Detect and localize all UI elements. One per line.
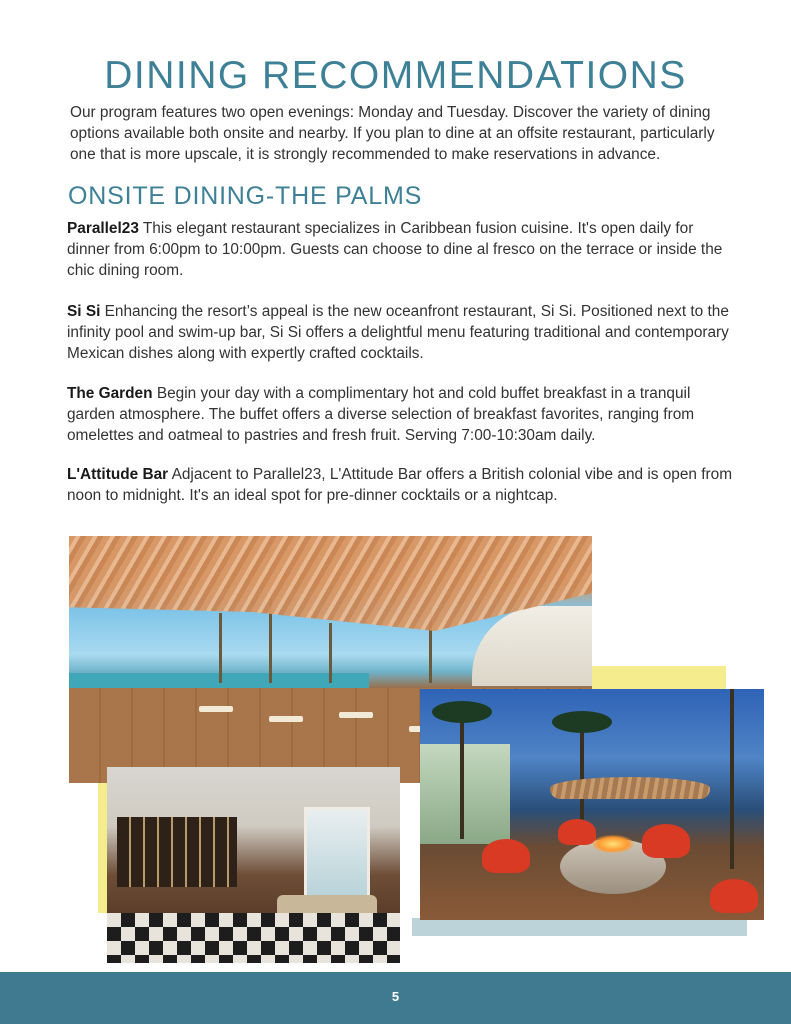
yellow-accent-block-right: [592, 666, 726, 691]
venue-lattitude-bar: [67, 464, 737, 506]
section-title: ONSITE DINING-THE PALMS: [68, 182, 423, 210]
venue-description: This elegant restaurant specializes in Caribbean fusion cuisine. It's open daily for dinner from 6:00pm to 10:00pm. Guests can choose to dine al fresco on the terrace or inside the chic dining room.: [67, 220, 723, 279]
venue-the-garden: [67, 383, 737, 446]
fire-pit-lounge-photo: [420, 689, 764, 920]
venue-description: Adjacent to Parallel23, L'Attitude Bar offers a British colonial vibe and is open from noon to midnight. It's an ideal spot for pre-dinner cocktails or a nightcap.: [67, 466, 733, 504]
venue-description: Enhancing the resort’s appeal is the new oceanfront restaurant, Si Si. Positioned next to the infinity pool and swim-up bar, Si Si offers a delightful menu featuring traditional and contemporary Mexican dishes along with expertly crafted cocktails.: [67, 303, 729, 362]
page-title: DINING RECOMMENDATIONS: [104, 54, 687, 97]
venue-name: L'Attitude Bar: [67, 466, 169, 483]
venue-parallel23: [67, 218, 737, 281]
venue-si-si: [67, 301, 737, 364]
page-number: 5: [391, 989, 400, 1004]
bar-interior-photo: [107, 767, 400, 963]
page-footer: [0, 972, 791, 1024]
venue-description: Begin your day with a complimentary hot and cold buffet breakfast in a tranquil garden atmosphere. The buffet offers a diverse selection of breakfast favorites, ranging from omelettes and oatmeal to pastries and fresh fruit. Serving 7:00-10:30am daily.: [67, 385, 695, 444]
venue-name: The Garden: [67, 385, 153, 402]
venue-name: Si Si: [67, 303, 101, 320]
intro-paragraph: Our program features two open evenings: Monday and Tuesday. Discover the variety of dining options available both onsite and nearby. If you plan to dine at an offsite restaurant, particularly one that is more upscale, it is strongly recommended to make reservations in advance.: [70, 104, 715, 163]
blue-accent-block: [412, 918, 747, 936]
venue-name: Parallel23: [67, 220, 139, 237]
